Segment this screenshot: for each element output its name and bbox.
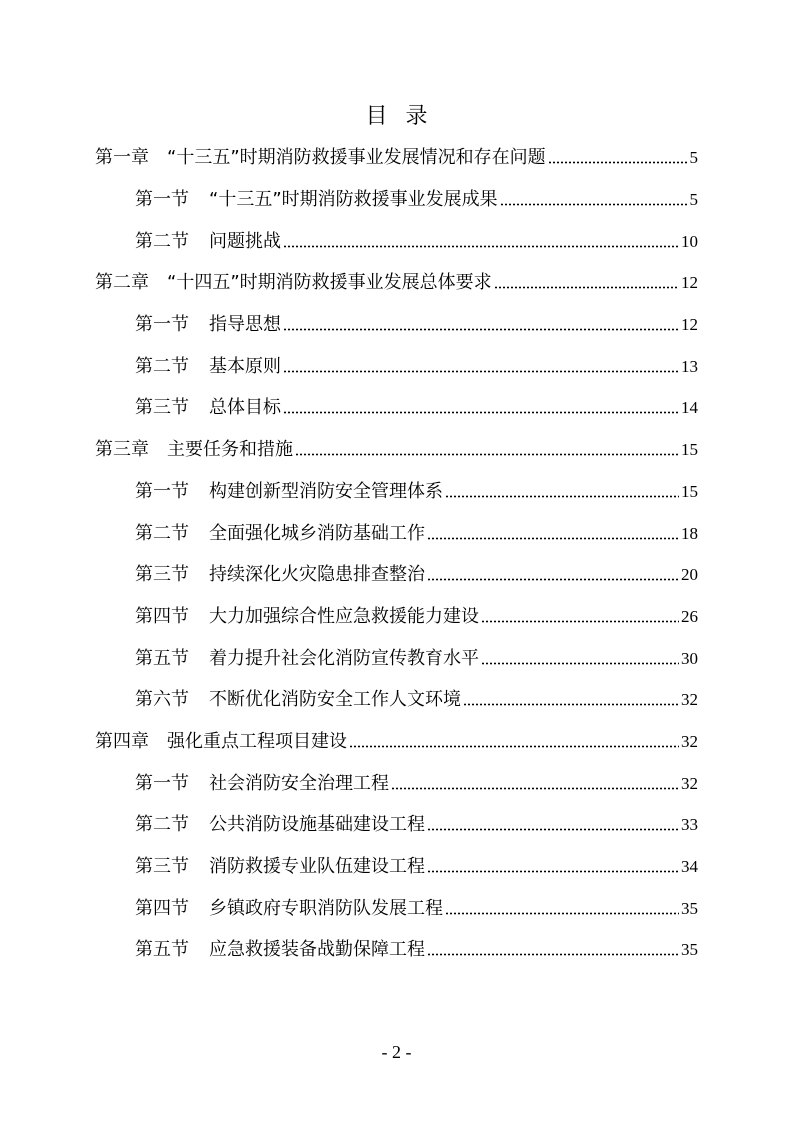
dot-leader bbox=[427, 867, 679, 876]
toc-entry-page: 15 bbox=[681, 482, 698, 501]
toc-entry-section-1-1[interactable] bbox=[135, 184, 698, 216]
toc-entry-chapter-1[interactable] bbox=[95, 142, 698, 174]
toc-entry-number: 第二节 bbox=[135, 356, 189, 377]
toc-entry-chapter-3[interactable] bbox=[95, 434, 698, 466]
toc-entry-section-3-4[interactable] bbox=[135, 601, 698, 633]
toc-entry-section-1-2[interactable] bbox=[135, 226, 698, 258]
toc-entry-page: 14 bbox=[681, 398, 698, 417]
toc-title: 目录 bbox=[365, 104, 446, 129]
toc-entry-page: 10 bbox=[681, 232, 698, 251]
toc-entry-section-4-1[interactable] bbox=[135, 768, 698, 800]
toc-entry-title: 公共消防设施基础建设工程 bbox=[209, 814, 425, 835]
toc-entry-page: 5 bbox=[689, 148, 698, 167]
toc-entry-page: 12 bbox=[681, 315, 698, 334]
dot-leader bbox=[494, 283, 679, 292]
toc-entry-number: 第五节 bbox=[135, 939, 189, 960]
toc-entry-title: 消防救援专业队伍建设工程 bbox=[209, 856, 425, 877]
toc-entry-page: 20 bbox=[681, 565, 698, 584]
toc-entry-title: 大力加强综合性应急救援能力建设 bbox=[209, 606, 479, 627]
dot-leader bbox=[548, 158, 688, 167]
toc-entry-number: 第一节 bbox=[135, 773, 189, 794]
toc-entry-section-2-1[interactable] bbox=[135, 309, 698, 341]
toc-entry-title: “十三五”时期消防救援事业发展成果 bbox=[209, 189, 498, 210]
toc-entry-page: 32 bbox=[681, 774, 698, 793]
toc-entry-number: 第一章 bbox=[95, 147, 149, 168]
dot-leader bbox=[427, 825, 679, 834]
toc-entry-number: 第二节 bbox=[135, 814, 189, 835]
toc-entry-title: 全面强化城乡消防基础工作 bbox=[209, 523, 425, 544]
toc-entry-page: 13 bbox=[681, 357, 698, 376]
toc-entry-page: 26 bbox=[681, 607, 698, 626]
toc-entry-page: 33 bbox=[681, 815, 698, 834]
toc-entry-title: “十三五”时期消防救援事业发展情况和存在问题 bbox=[167, 147, 546, 168]
dot-leader bbox=[295, 450, 679, 459]
toc-entry-number: 第三节 bbox=[135, 397, 189, 418]
toc-entry-section-3-6[interactable] bbox=[135, 684, 698, 716]
toc-entry-section-3-1[interactable] bbox=[135, 476, 698, 508]
dot-leader bbox=[500, 200, 688, 209]
dot-leader bbox=[463, 700, 679, 709]
toc-entry-title: 构建创新型消防安全管理体系 bbox=[209, 481, 443, 502]
toc-entry-section-3-2[interactable] bbox=[135, 518, 698, 550]
toc-entry-number: 第四节 bbox=[135, 898, 189, 919]
toc-entry-number: 第一节 bbox=[135, 189, 189, 210]
toc-entry-number: 第二节 bbox=[135, 523, 189, 544]
toc-entry-page: 18 bbox=[681, 524, 698, 543]
toc-entry-page: 15 bbox=[681, 440, 698, 459]
dot-leader bbox=[481, 659, 679, 668]
dot-leader bbox=[391, 784, 679, 793]
toc-entry-number: 第三章 bbox=[95, 439, 149, 460]
toc-entry-number: 第二章 bbox=[95, 272, 149, 293]
toc-entry-section-2-2[interactable] bbox=[135, 351, 698, 383]
toc-entry-number: 第一节 bbox=[135, 314, 189, 335]
dot-leader bbox=[349, 742, 679, 751]
toc-entry-title: 着力提升社会化消防宣传教育水平 bbox=[209, 648, 479, 669]
toc-entry-number: 第二节 bbox=[135, 231, 189, 252]
toc-entry-number: 第一节 bbox=[135, 481, 189, 502]
toc-entry-title: 社会消防安全治理工程 bbox=[209, 773, 389, 794]
dot-leader bbox=[283, 325, 679, 334]
toc-entry-title: 乡镇政府专职消防队发展工程 bbox=[209, 898, 443, 919]
toc-entry-title: 应急救援装备战勤保障工程 bbox=[209, 939, 425, 960]
toc-entry-title: 主要任务和措施 bbox=[167, 439, 293, 460]
dot-leader bbox=[481, 617, 679, 626]
toc-entry-section-4-5[interactable] bbox=[135, 934, 698, 966]
toc-entry-section-3-5[interactable] bbox=[135, 643, 698, 675]
toc-entry-title: 问题挑战 bbox=[209, 231, 281, 252]
toc-entry-section-2-3[interactable] bbox=[135, 392, 698, 424]
toc-entry-title: 不断优化消防安全工作人文环境 bbox=[209, 689, 461, 710]
toc-entry-number: 第三节 bbox=[135, 856, 189, 877]
dot-leader bbox=[283, 242, 679, 251]
dot-leader bbox=[445, 492, 679, 501]
toc-entry-section-4-4[interactable] bbox=[135, 893, 698, 925]
toc-entry-number: 第四章 bbox=[95, 731, 149, 752]
dot-leader bbox=[283, 367, 679, 376]
toc-entry-chapter-4[interactable] bbox=[95, 726, 698, 758]
toc-entry-title: “十四五”时期消防救援事业发展总体要求 bbox=[167, 272, 492, 293]
dot-leader bbox=[283, 408, 679, 417]
page-number-footer: - 2 - bbox=[381, 1042, 412, 1062]
toc-entry-section-4-3[interactable] bbox=[135, 851, 698, 883]
toc-entry-title: 强化重点工程项目建设 bbox=[167, 731, 347, 752]
toc-entry-section-3-3[interactable] bbox=[135, 559, 698, 591]
toc-entry-page: 32 bbox=[681, 690, 698, 709]
toc-entry-title: 基本原则 bbox=[209, 356, 281, 377]
dot-leader bbox=[427, 575, 679, 584]
toc-entry-chapter-2[interactable] bbox=[95, 267, 698, 299]
toc-entry-page: 12 bbox=[681, 273, 698, 292]
toc-entry-number: 第四节 bbox=[135, 606, 189, 627]
dot-leader bbox=[427, 950, 679, 959]
toc-entry-number: 第三节 bbox=[135, 564, 189, 585]
toc-entry-page: 34 bbox=[681, 857, 698, 876]
toc-entry-page: 5 bbox=[689, 190, 698, 209]
toc-entry-page: 30 bbox=[681, 649, 698, 668]
toc-entry-section-4-2[interactable] bbox=[135, 809, 698, 841]
dot-leader bbox=[445, 909, 679, 918]
toc-entry-title: 持续深化火灾隐患排查整治 bbox=[209, 564, 425, 585]
toc-entry-number: 第六节 bbox=[135, 689, 189, 710]
toc-entry-title: 总体目标 bbox=[209, 397, 281, 418]
toc-entry-page: 35 bbox=[681, 899, 698, 918]
toc-entry-page: 35 bbox=[681, 940, 698, 959]
toc-entry-title: 指导思想 bbox=[209, 314, 281, 335]
toc-entry-page: 32 bbox=[681, 732, 698, 751]
dot-leader bbox=[427, 534, 679, 543]
toc-entry-number: 第五节 bbox=[135, 648, 189, 669]
